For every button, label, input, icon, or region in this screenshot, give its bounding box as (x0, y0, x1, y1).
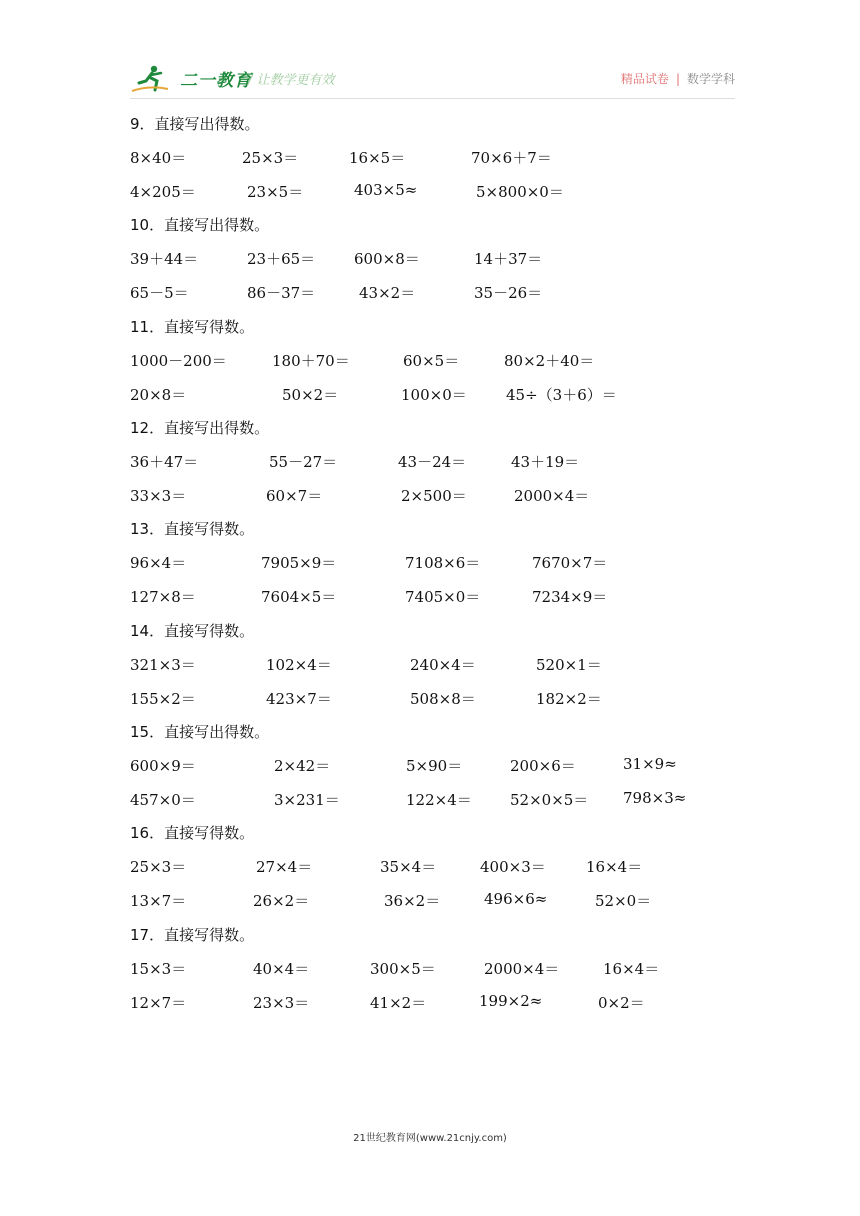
tag-premium: 精品试卷 (620, 72, 669, 86)
arithmetic-problem: 200×6＝ (510, 757, 576, 775)
problem-row (0, 992, 860, 1016)
arithmetic-problem: 86－37＝ (247, 284, 316, 302)
problem-row (0, 958, 860, 982)
question-title: 11．直接写得数。 (130, 318, 255, 336)
problem-row (0, 654, 860, 678)
arithmetic-problem: 5×800×0＝ (476, 183, 564, 201)
arithmetic-problem: 2000×4＝ (514, 487, 590, 505)
arithmetic-problem: 457×0＝ (130, 791, 196, 809)
arithmetic-problem: 100×0＝ (401, 386, 467, 404)
arithmetic-problem: 182×2＝ (536, 690, 602, 708)
arithmetic-problem: 43－24＝ (398, 453, 467, 471)
arithmetic-problem: 36×2＝ (384, 892, 441, 910)
arithmetic-problem: 23×5＝ (247, 183, 304, 201)
arithmetic-problem: 60×7＝ (266, 487, 323, 505)
problem-row (0, 248, 860, 272)
problem-row (0, 282, 860, 306)
arithmetic-problem: 43＋19＝ (511, 453, 580, 471)
question-title: 17．直接写得数。 (130, 926, 255, 944)
problem-row (0, 688, 860, 712)
arithmetic-problem: 41×2＝ (370, 994, 427, 1012)
question-title: 12．直接写出得数。 (130, 419, 270, 437)
arithmetic-problem: 2000×4＝ (484, 960, 560, 978)
arithmetic-problem: 7670×7＝ (532, 554, 608, 572)
arithmetic-problem: 4×205＝ (130, 183, 196, 201)
arithmetic-problem: 35×4＝ (380, 858, 437, 876)
arithmetic-problem: 321×3＝ (130, 656, 196, 674)
arithmetic-problem: 40×4＝ (253, 960, 310, 978)
arithmetic-problem: 96×4＝ (130, 554, 187, 572)
problem-row (0, 586, 860, 610)
problem-row (0, 755, 860, 779)
arithmetic-problem: 5×90＝ (406, 757, 463, 775)
problem-row (0, 856, 860, 880)
arithmetic-problem: 50×2＝ (282, 386, 339, 404)
problem-row (0, 350, 860, 374)
problem-row (0, 147, 860, 171)
page-header (130, 60, 735, 96)
header-divider (130, 98, 735, 99)
arithmetic-problem: 520×1＝ (536, 656, 602, 674)
arithmetic-problem: 65－5＝ (130, 284, 189, 302)
arithmetic-problem: 798×3≈ (623, 789, 687, 807)
arithmetic-problem: 52×0×5＝ (510, 791, 589, 809)
problem-row (0, 181, 860, 205)
question-title: 10．直接写出得数。 (130, 216, 270, 234)
arithmetic-problem: 27×4＝ (256, 858, 313, 876)
header-tags (621, 70, 735, 87)
arithmetic-problem: 12×7＝ (130, 994, 187, 1012)
arithmetic-problem: 0×2＝ (598, 994, 645, 1012)
arithmetic-problem: 122×4＝ (406, 791, 472, 809)
arithmetic-problem: 508×8＝ (410, 690, 476, 708)
problem-row (0, 552, 860, 576)
arithmetic-problem: 7108×6＝ (405, 554, 481, 572)
question-title: 14．直接写得数。 (130, 622, 255, 640)
arithmetic-problem: 80×2＋40＝ (504, 352, 595, 370)
arithmetic-problem: 1000－200＝ (130, 352, 227, 370)
runner-logo-icon (130, 64, 170, 94)
arithmetic-problem: 20×8＝ (130, 386, 187, 404)
arithmetic-problem: 180＋70＝ (272, 352, 350, 370)
arithmetic-problem: 8×40＝ (130, 149, 187, 167)
arithmetic-problem: 600×9＝ (130, 757, 196, 775)
problem-row (0, 485, 860, 509)
arithmetic-problem: 3×231＝ (274, 791, 340, 809)
arithmetic-problem: 23×3＝ (253, 994, 310, 1012)
problem-row (0, 789, 860, 813)
arithmetic-problem: 45÷（3＋6）＝ (506, 386, 617, 404)
arithmetic-problem: 13×7＝ (130, 892, 187, 910)
arithmetic-problem: 7604×5＝ (261, 588, 337, 606)
arithmetic-problem: 15×3＝ (130, 960, 187, 978)
arithmetic-problem: 14＋37＝ (474, 250, 543, 268)
arithmetic-problem: 26×2＝ (253, 892, 310, 910)
question-title: 13．直接写得数。 (130, 520, 255, 538)
question-title: 9．直接写出得数。 (130, 115, 260, 133)
problem-row (0, 451, 860, 475)
tag-separator: | (675, 72, 680, 86)
arithmetic-problem: 127×8＝ (130, 588, 196, 606)
arithmetic-problem: 25×3＝ (130, 858, 187, 876)
arithmetic-problem: 55－27＝ (269, 453, 338, 471)
arithmetic-problem: 23＋65＝ (247, 250, 316, 268)
question-title: 15．直接写出得数。 (130, 723, 270, 741)
arithmetic-problem: 2×42＝ (274, 757, 331, 775)
question-title: 16．直接写得数。 (130, 824, 255, 842)
arithmetic-problem: 403×5≈ (354, 181, 418, 199)
arithmetic-problem: 240×4＝ (410, 656, 476, 674)
arithmetic-problem: 2×500＝ (401, 487, 467, 505)
arithmetic-problem: 25×3＝ (242, 149, 299, 167)
problem-row (0, 890, 860, 914)
arithmetic-problem: 102×4＝ (266, 656, 332, 674)
brand-name: 二一教育 (180, 71, 252, 91)
problem-row (0, 384, 860, 408)
arithmetic-problem: 60×5＝ (403, 352, 460, 370)
arithmetic-problem: 33×3＝ (130, 487, 187, 505)
arithmetic-problem: 39＋44＝ (130, 250, 199, 268)
arithmetic-problem: 31×9≈ (623, 755, 677, 773)
arithmetic-problem: 155×2＝ (130, 690, 196, 708)
arithmetic-problem: 43×2＝ (359, 284, 416, 302)
arithmetic-problem: 36＋47＝ (130, 453, 199, 471)
slogan: / 让教学更有效 (248, 73, 335, 88)
arithmetic-problem: 16×4＝ (603, 960, 660, 978)
arithmetic-problem: 423×7＝ (266, 690, 332, 708)
tag-subject: 数学学科 (686, 72, 735, 86)
arithmetic-problem: 70×6＋7＝ (471, 149, 552, 167)
arithmetic-problem: 400×3＝ (480, 858, 546, 876)
arithmetic-problem: 7405×0＝ (405, 588, 481, 606)
arithmetic-problem: 7905×9＝ (261, 554, 337, 572)
arithmetic-problem: 496×6≈ (484, 890, 548, 908)
arithmetic-problem: 300×5＝ (370, 960, 436, 978)
arithmetic-problem: 35－26＝ (474, 284, 543, 302)
arithmetic-problem: 7234×9＝ (532, 588, 608, 606)
arithmetic-problem: 16×5＝ (349, 149, 406, 167)
arithmetic-problem: 199×2≈ (479, 992, 543, 1010)
arithmetic-problem: 52×0＝ (595, 892, 652, 910)
arithmetic-problem: 600×8＝ (354, 250, 420, 268)
arithmetic-problem: 16×4＝ (586, 858, 643, 876)
page-footer: 21世纪教育网(www.21cnjy.com) (353, 1133, 507, 1144)
